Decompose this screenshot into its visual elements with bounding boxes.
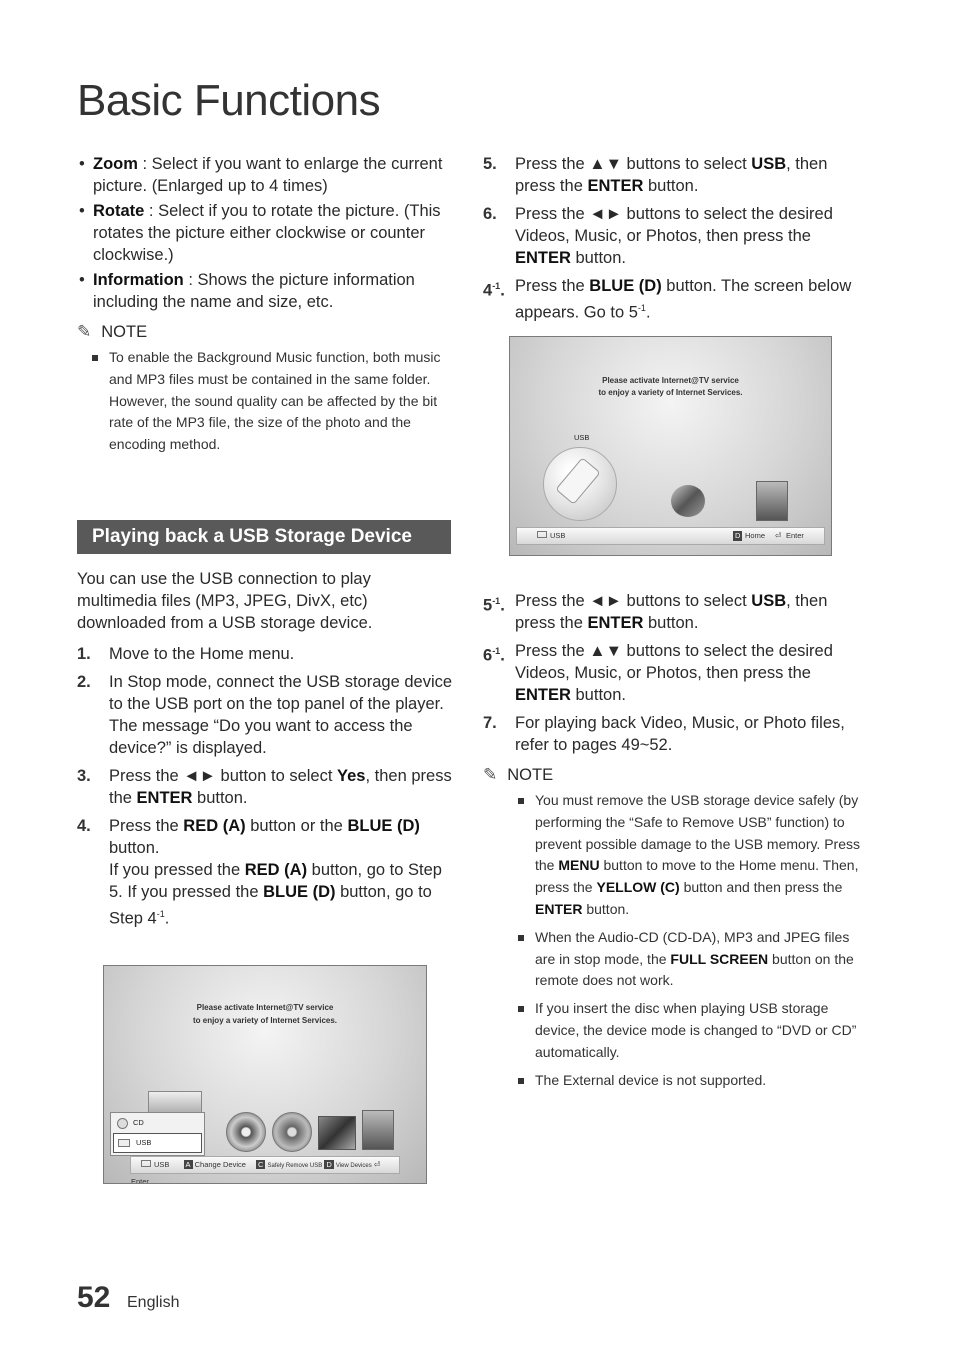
step-5: 5. Press the ▲▼ buttons to select USB, then press the ENTER button. xyxy=(483,155,828,195)
screen-bottom-bar xyxy=(130,1156,400,1184)
usb-stick-icon xyxy=(555,457,600,505)
screen-message-line1: Please activate Internet@TV service xyxy=(602,376,739,385)
bullet-zoom: • Zoom : Select if you want to enlarge the current picture. (Enlarged up to 4 times) xyxy=(77,153,455,197)
bar-safely-remove: Safely Remove USB xyxy=(267,1163,323,1169)
footer-language: English xyxy=(127,1294,180,1311)
step-1: 1. Move to the Home menu. xyxy=(77,644,295,663)
bullet-rotate: • Rotate : Select if you to rotate the picture. (This rotates the picture either clockwise or counter clockwise.) xyxy=(77,200,455,266)
note-item: When the Audio-CD (CD-DA), MP3 and JPEG files are in stop mode, the FULL SCREEN button on the remote does not work. xyxy=(515,927,863,992)
bar-enter: Enter xyxy=(786,531,804,540)
note-list xyxy=(77,347,455,456)
page-number: 52 xyxy=(77,1281,111,1314)
video-disc-icon xyxy=(226,1112,266,1152)
step-4-1: $4^{-1}$. Press the BLUE (D) button. The screen below appears. Go to $5^{-1}$. xyxy=(483,277,852,322)
key-d-badge: D xyxy=(735,531,741,540)
pencil-icon: ✎ xyxy=(77,322,92,341)
note-heading: ✎ NOTE xyxy=(483,765,554,784)
note-item: The External device is not supported. xyxy=(515,1070,863,1092)
cd-icon xyxy=(117,1118,128,1129)
screen-message-line2: to enjoy a variety of Internet Services. xyxy=(598,388,743,397)
usb-icon xyxy=(141,1160,151,1167)
photo-stack-icon xyxy=(318,1116,356,1150)
screen-bottom-bar xyxy=(516,527,825,545)
usb-device-icon[interactable] xyxy=(543,447,617,521)
step-3: 3. Press the ◄► button to select Yes, then press the ENTER button. xyxy=(77,766,452,807)
screen-message-line1: Please activate Internet@TV service xyxy=(196,1003,334,1012)
right-column-bottom xyxy=(483,590,863,1097)
right-column-top xyxy=(483,153,863,330)
bar-view-devices: View Devices xyxy=(335,1163,372,1169)
music-disc-icon xyxy=(272,1112,312,1152)
note-heading: ✎ NOTE xyxy=(77,322,148,341)
key-c-badge: C xyxy=(258,1160,264,1169)
enter-icon: ⏎ xyxy=(775,531,782,540)
device-item-cd[interactable]: CD xyxy=(111,1113,204,1133)
left-column xyxy=(77,153,455,935)
screen-message-line2: to enjoy a variety of Internet Services. xyxy=(192,1016,338,1025)
section-title-bar: Playing back a USB Storage Device xyxy=(77,520,451,554)
pencil-icon: ✎ xyxy=(483,765,498,784)
bullet-information: • Information : Shows the picture information including the name and size, etc. xyxy=(77,269,455,313)
bar-usb-item: USB xyxy=(537,531,565,540)
device-item-usb[interactable]: USB xyxy=(113,1133,202,1153)
key-a-badge: A xyxy=(185,1160,191,1169)
home-menu-screenshot-usb xyxy=(509,336,832,556)
usb-icon xyxy=(537,531,547,538)
page-title: Basic Functions xyxy=(77,76,381,125)
key-d-badge: D xyxy=(326,1160,332,1169)
bar-home: Home xyxy=(745,531,766,540)
enter-icon: ⏎ xyxy=(373,1160,381,1169)
step-6: 6. Press the ◄► buttons to select the desired Videos, Music, or Photos, then press the ENTER button. xyxy=(483,205,833,267)
note-item: You must remove the USB storage device safely (by performing the “Safe to Remove USB” function) to prevent possible damage to the USB memory. Press the MENU button to move to the Home menu. Then, press the YELLOW (C) button and then press the ENTER button. xyxy=(515,790,863,921)
step-6-1: $6^{-1}$. Press the ▲▼ buttons to select the desired Videos, Music, or Photos, then press the ENTER button. xyxy=(483,642,833,704)
home-menu-screenshot-usb-devices xyxy=(103,965,427,1184)
device-list xyxy=(110,1112,205,1156)
bar-enter: Enter xyxy=(131,1177,149,1184)
step-5-1: $5^{-1}$. Press the ◄► buttons to select USB, then press the ENTER button. xyxy=(483,592,828,632)
photos-icon xyxy=(671,485,705,517)
note-list xyxy=(483,790,863,1091)
settings-icon xyxy=(362,1110,394,1150)
usb-icon xyxy=(118,1139,130,1147)
usb-label: USB xyxy=(574,433,590,442)
note-item: To enable the Background Music function, both music and MP3 files must be contained in the same folder. However, the sound quality can be affected by the bit rate of the MP3 file, the size of the photo and the encoding method. xyxy=(89,347,455,456)
intro-paragraph: You can use the USB connection to play multimedia files (MP3, JPEG, DivX, etc) downloaded from a USB storage device. xyxy=(77,569,373,632)
note-item: If you insert the disc when playing USB storage device, the device mode is changed to “DVD or CD” automatically. xyxy=(515,998,863,1063)
step-2: 2. In Stop mode, connect the USB storage device to the USB port on the top panel of the player. The message “Do you want to access the device?” is displayed. xyxy=(77,672,453,757)
step-4: 4. Press the RED (A) button or the BLUE (D) button. If you pressed the RED (A) button, go to Step 5. If you pressed the BLUE (D) button, go to Step $4^{-1}$. xyxy=(77,816,442,928)
bar-change-device: Change Device xyxy=(194,1160,246,1169)
step-7: 7. For playing back Video, Music, or Photo files, refer to pages 49~52. xyxy=(483,714,845,754)
settings-icon xyxy=(756,481,788,521)
bar-usb-item: USB xyxy=(141,1160,169,1169)
